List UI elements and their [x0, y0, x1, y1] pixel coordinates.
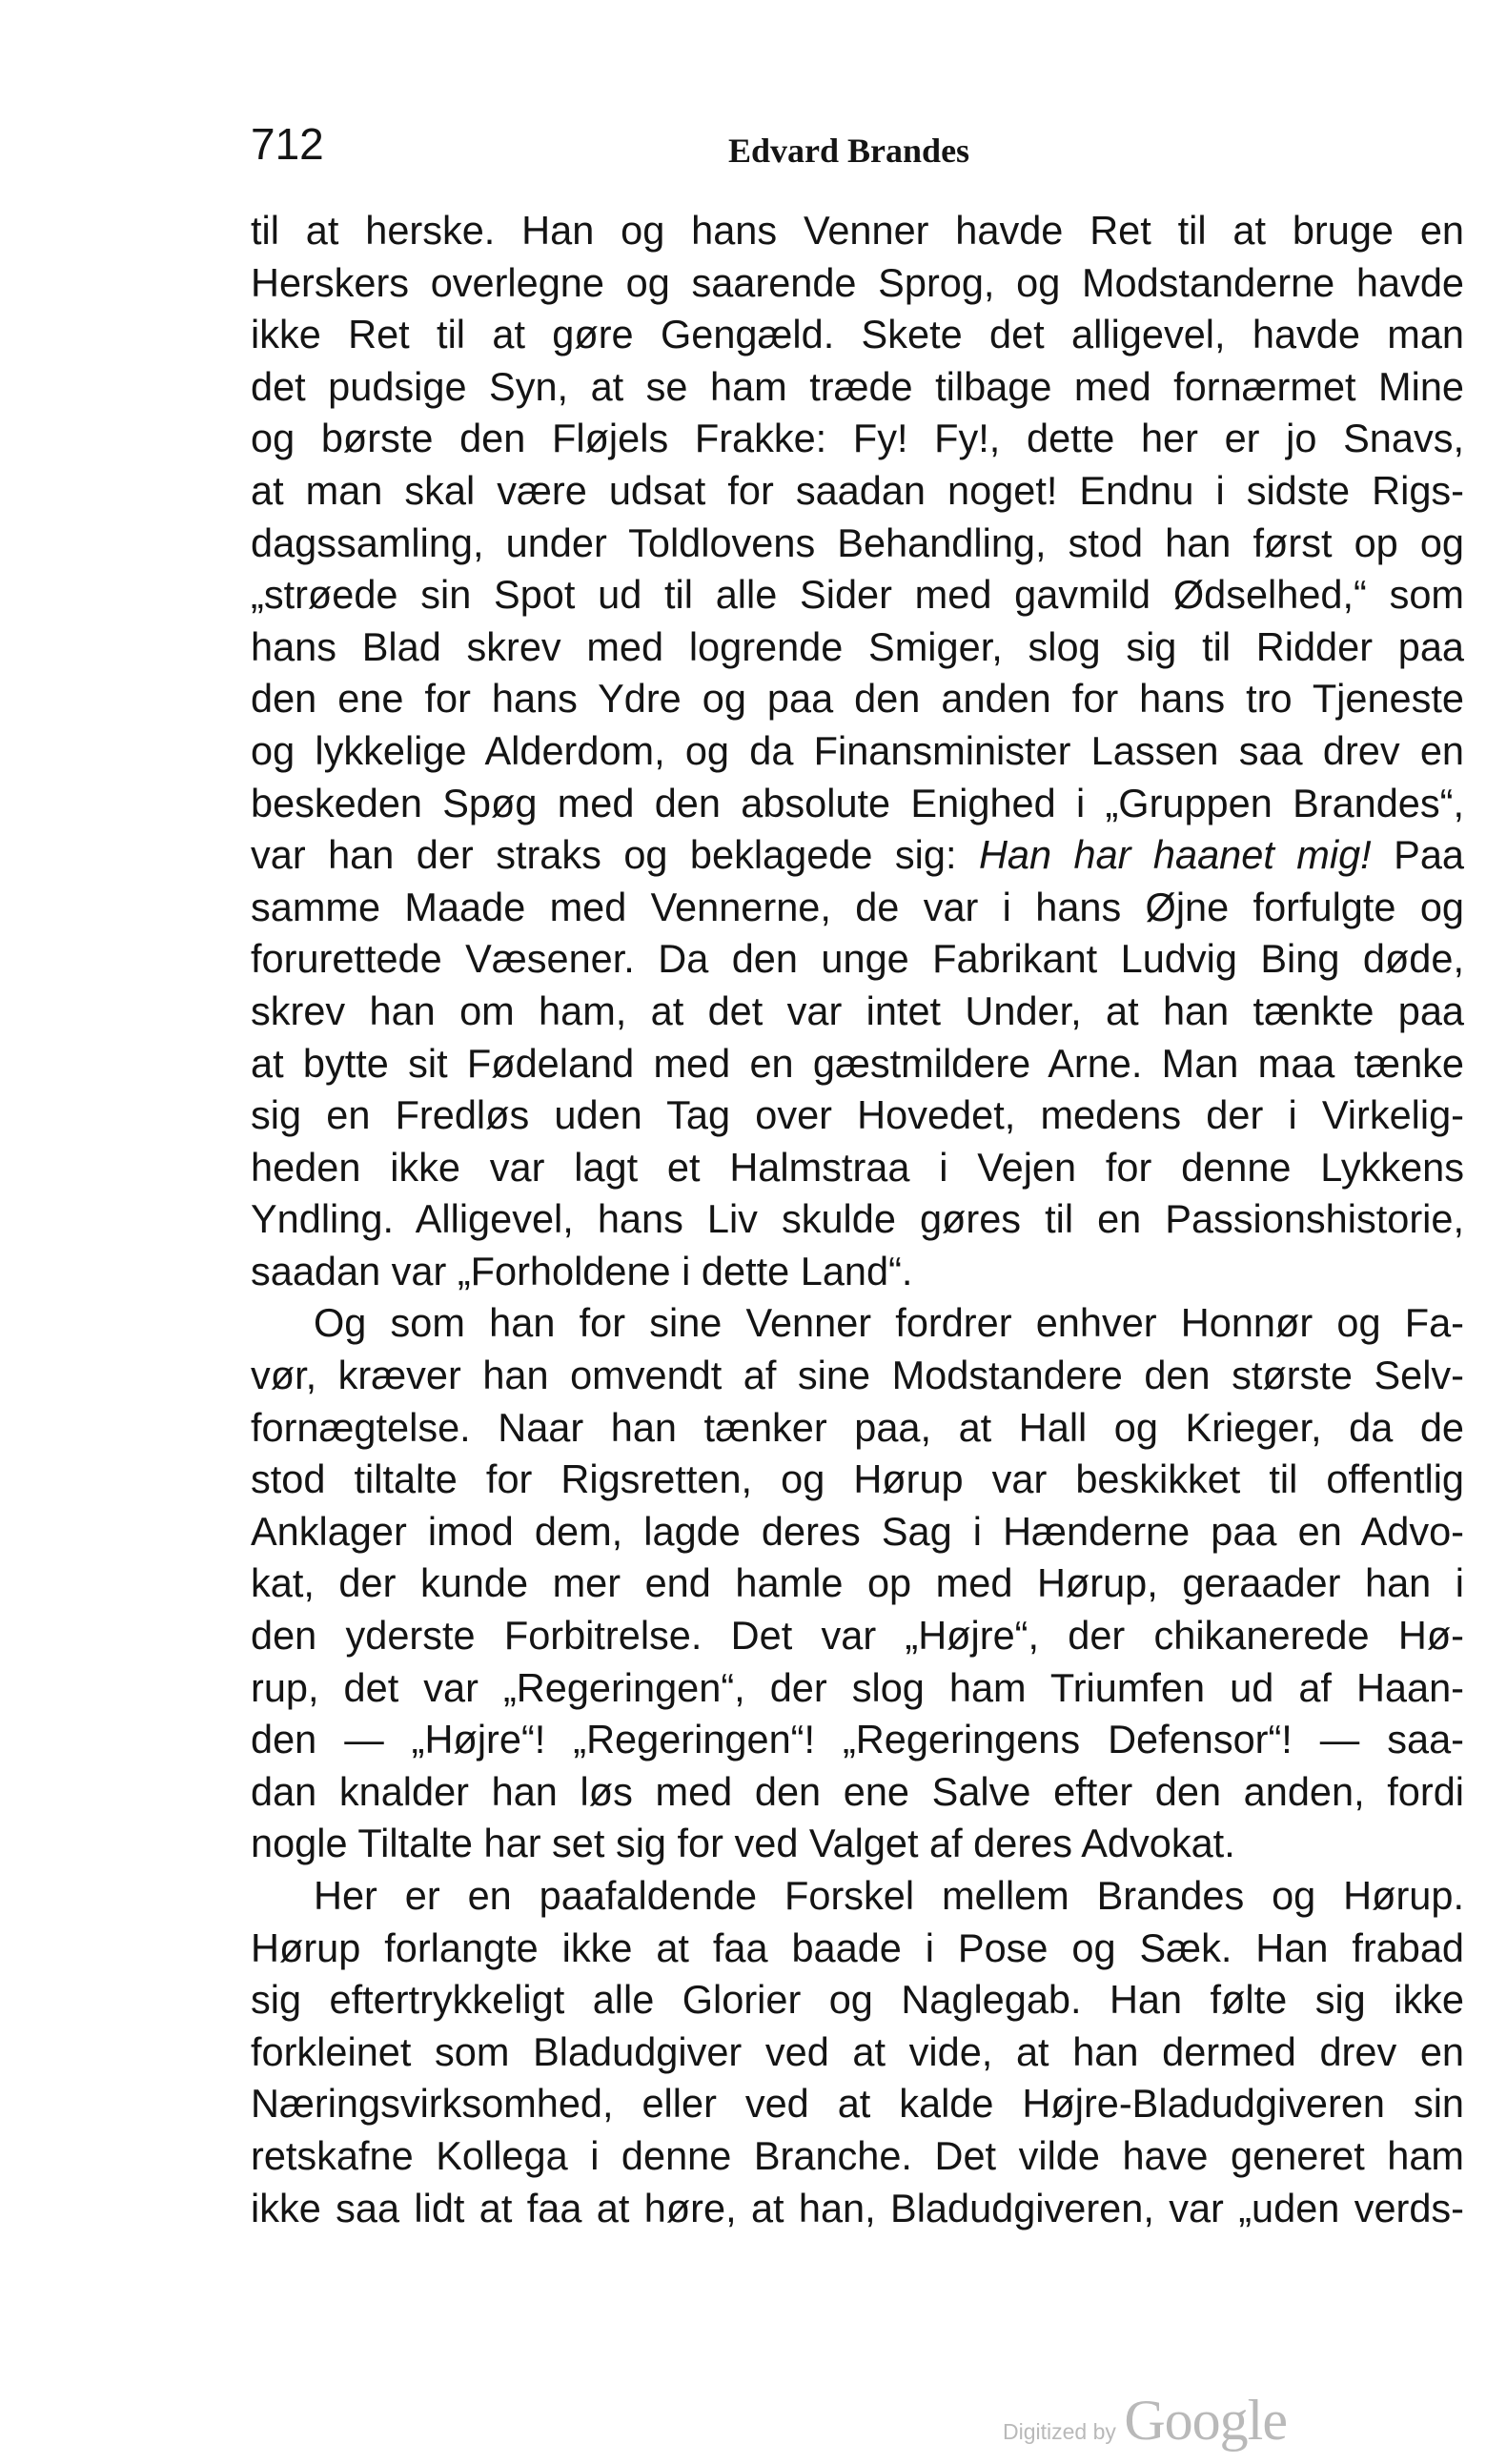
paragraph-end-line: nogle Tiltalte har set sig for ved Valget af deres Advokat.: [251, 1821, 1235, 1866]
text-line-with-italic: [251, 829, 1464, 882]
text-line: retskafne Kollega i denne Branche. Det vilde have generet ham: [251, 2132, 1464, 2178]
text-line: „strøede sin Spot ud til alle Sider med gavmild Ødselhed,“ som: [251, 572, 1464, 618]
page-number: 712: [251, 119, 324, 169]
text-line: at bytte sit Fødeland med en gæstmildere Arne. Man maa tænke: [251, 1040, 1464, 1086]
text-line: kat, der kunde mer end hamle op med Hørup, geraader han i: [251, 1560, 1464, 1606]
text-line: beskeden Spøg med den absolute Enighed i „Gruppen Brandes“,: [251, 780, 1464, 825]
text-line: ikke Ret til at gøre Gengæld. Skete det alligevel, havde man: [251, 312, 1464, 357]
text-line: Herskers overlegne og saarende Sprog, og Modstanderne havde: [251, 259, 1464, 305]
text-line: den yderste Forbitrelse. Det var „Højre“, der chikanerede Hø-: [251, 1613, 1464, 1659]
text-line: skrev han om ham, at det var intet Under, at han tænkte paa: [251, 988, 1464, 1033]
text-line: samme Maade med Vennerne, de var i hans Øjne forfulgte og: [251, 884, 1464, 929]
text-line: og lykkelige Alderdom, og da Finansminister Lassen saa drev en: [251, 727, 1464, 773]
line-segment: Paa: [1394, 832, 1464, 878]
body-text: [251, 205, 1464, 2234]
text-line: den ene for hans Ydre og paa den anden for hans tro Tjeneste: [251, 676, 1464, 722]
text-line: Hørup forlangte ikke at faa baade i Pose og Sæk. Han frabad: [251, 1924, 1464, 1970]
text-line: sig en Fredløs uden Tag over Hovedet, medens der i Virkelig-: [251, 1092, 1464, 1138]
text-line: til at herske. Han og hans Venner havde Ret til at bruge en: [251, 208, 1464, 253]
text-line: vør, kræver han omvendt af sine Modstandere den største Selv-: [251, 1353, 1464, 1398]
text-line: Anklager imod dem, lagde deres Sag i Hænderne paa en Advo-: [251, 1508, 1464, 1554]
text-line: stod tiltalte for Rigsretten, og Hørup var beskikket til offentlig: [251, 1456, 1464, 1502]
text-line: den — „Højre“! „Regeringen“! „Regeringens Defensor“! — saa-: [251, 1717, 1464, 1762]
line-segment: var han der straks og beklagede sig:: [251, 832, 957, 878]
text-line: Næringsvirksomhed, eller ved at kalde Højre-Bladudgiveren sin: [251, 2081, 1464, 2127]
text-line: dagssamling, under Toldlovens Behandling, stod han først op og: [251, 519, 1464, 565]
watermark-prefix: Digitized by: [1003, 2419, 1116, 2444]
text-line: hans Blad skrev med logrende Smiger, slog sig til Ridder paa: [251, 623, 1464, 669]
text-line: ikke saa lidt at faa at høre, at han, Bladudgiveren, var „uden verds-: [251, 2185, 1464, 2230]
text-line: rup, det var „Regeringen“, der slog ham Triumfen ud af Haan-: [251, 1664, 1464, 1710]
text-line: dan knalder han løs med den ene Salve efter den anden, fordi: [251, 1768, 1464, 1814]
text-line: og børste den Fløjels Frakke: Fy! Fy!, dette her er jo Snavs,: [251, 416, 1464, 461]
text-line: Yndling. Alligevel, hans Liv skulde gøres til en Passionshistorie,: [251, 1196, 1464, 1242]
digitized-watermark: [1003, 2388, 1287, 2454]
text-line: fornægtelse. Naar han tænker paa, at Hall og Krieger, da de: [251, 1404, 1464, 1450]
running-head: Edvard Brandes: [728, 132, 970, 170]
text-line: heden ikke var lagt et Halmstraa i Vejen for denne Lykkens: [251, 1144, 1464, 1190]
text-line: forurettede Væsener. Da den unge Fabrikant Ludvig Bing døde,: [251, 936, 1464, 982]
paragraph-end-line: saadan var „Forholdene i dette Land“.: [251, 1248, 913, 1293]
italic-quote: Han har haanet mig!: [978, 832, 1372, 878]
paragraph-first-line: Og som han for sine Venner fordrer enhver Honnør og Fa-: [314, 1300, 1464, 1346]
google-logo: Google: [1124, 2389, 1287, 2452]
text-line: sig eftertrykkeligt alle Glorier og Naglegab. Han følte sig ikke: [251, 1977, 1464, 2023]
text-line: at man skal være udsat for saadan noget! Endnu i sidste Rigs-: [251, 467, 1464, 513]
paragraph-first-line: Her er en paafaldende Forskel mellem Brandes og Hørup.: [314, 1873, 1464, 1918]
text-line: det pudsige Syn, at se ham træde tilbage med fornærmet Mine: [251, 363, 1464, 409]
text-line: forkleinet som Bladudgiver ved at vide, at han dermed drev en: [251, 2028, 1464, 2074]
